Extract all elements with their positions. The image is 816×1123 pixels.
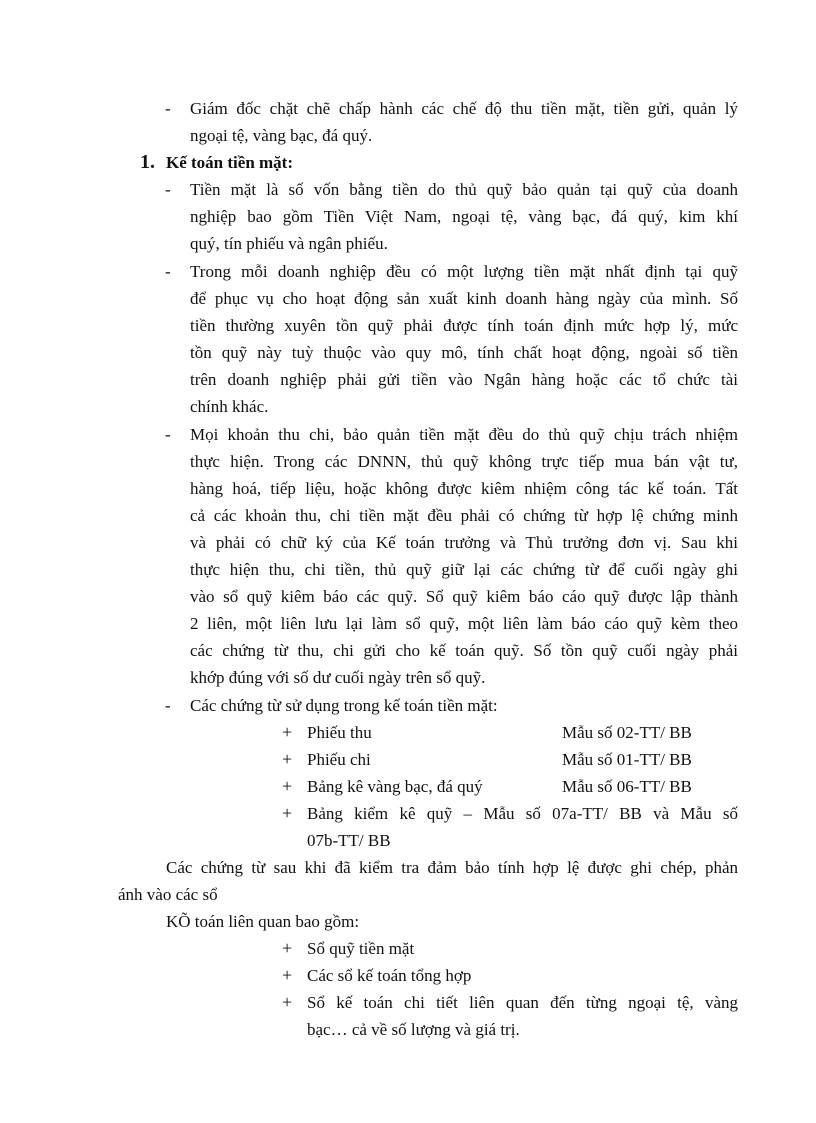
paragraph-line: Bảng kiểm kê quỹ – Mẫu số 07a-TT/ BB và Mẫu số [307, 804, 738, 823]
doc-code: Mẫu số 01-TT/ BB [562, 750, 692, 769]
plus-bullet: + [282, 722, 293, 742]
paragraph-line: KÕ toán liên quan bao gồm: [166, 912, 360, 931]
paragraph-line: ánh vào các sổ [118, 885, 218, 904]
doc-code: Mẫu số 06-TT/ BB [562, 777, 692, 796]
dash-bullet: - [165, 180, 171, 199]
paragraph-line: Tiền mặt là số vốn bằng tiền do thủ quỹ bảo quản tại quỹ của doanh [190, 180, 738, 199]
paragraph-line: bạc… cả về số lượng và giá trị. [307, 1020, 520, 1039]
paragraph-line: Các chứng từ sau khi đã kiểm tra đảm bảo tính hợp lệ được ghi chép, phản [166, 858, 738, 877]
plus-bullet: + [282, 776, 293, 796]
dash-bullet: - [165, 696, 171, 715]
paragraph-line: quý, tín phiếu và ngân phiếu. [190, 234, 388, 253]
paragraph-line: 07b-TT/ BB [307, 831, 391, 850]
paragraph-line: ngoại tệ, vàng bạc, đá quý. [190, 126, 373, 145]
paragraph-line: tồn quỹ này tuỳ thuộc vào quy mô, tính chất hoạt động, ngoài số tiền [190, 343, 738, 362]
book-item: Sổ quỹ tiền mặt [307, 939, 415, 958]
plus-bullet: + [282, 938, 293, 958]
paragraph-line: vào sổ quỹ kiêm báo các quỹ. Sổ quỹ kiêm báo cáo quỹ được lập thành [190, 587, 738, 606]
paragraph-line: Trong mỗi doanh nghiệp đều có một lượng tiền mặt nhất định tại quỹ [190, 262, 738, 281]
book-item: Các sổ kế toán tổng hợp [307, 966, 472, 985]
plus-bullet: + [282, 749, 293, 769]
dash-bullet: - [165, 262, 171, 281]
dash-bullet: - [165, 99, 171, 118]
doc-name: Phiếu thu [307, 723, 372, 742]
paragraph-line: để phục vụ cho hoạt động sản xuất kinh doanh hàng ngày của mình. Số [190, 289, 738, 308]
paragraph-line: khớp đúng với số dư cuối ngày trên sổ quỹ. [190, 668, 486, 687]
doc-name: Phiếu chi [307, 750, 371, 769]
dash-bullet: - [165, 425, 171, 444]
paragraph-line: 2 liên, một liên lưu lại làm sổ quỹ, một liên làm báo cáo quỹ kèm theo [190, 614, 738, 633]
paragraph-line: hàng hoá, tiếp liệu, hoặc không được kiêm nhiệm công tác kế toán. Tất [190, 479, 738, 498]
paragraph-line: Sổ kế toán chi tiết liên quan đến từng ngoại tệ, vàng [307, 993, 738, 1012]
section-title: Kế toán tiền mặt: [166, 153, 294, 172]
paragraph-line: và phải có chữ ký của Kế toán trưởng và Thủ trưởng đơn vị. Sau khi [190, 533, 738, 552]
plus-bullet: + [282, 803, 293, 823]
paragraph-line: Các chứng từ sử dụng trong kế toán tiền mặt: [190, 696, 498, 715]
paragraph-line: thực hiện. Trong các DNNN, thủ quỹ không trực tiếp mua bán vật tư, [190, 452, 738, 471]
plus-bullet: + [282, 965, 293, 985]
paragraph-line: trên doanh nghiệp phải gửi tiền vào Ngân hàng hoặc các tổ chức tài [190, 370, 738, 389]
paragraph-line: thực hiện thu, chi tiền, thủ quỹ giữ lại các chứng từ để cuối ngày ghi [190, 560, 738, 579]
paragraph-line: Mọi khoản thu chi, bảo quản tiền mặt đều do thủ quỹ chịu trách nhiệm [190, 425, 738, 444]
paragraph-line: cả các khoản thu, chi tiền mặt đều phải có chứng từ hợp lệ chứng minh [190, 506, 738, 525]
doc-name: Bảng kê vàng bạc, đá quý [307, 777, 483, 796]
paragraph-line: Giám đốc chặt chẽ chấp hành các chế độ thu tiền mặt, tiền gửi, quản lý [190, 99, 738, 118]
paragraph-line: nghiệp bao gồm Tiền Việt Nam, ngoại tệ, vàng bạc, đá quý, kim khí [190, 207, 738, 226]
section-number: 1. [140, 151, 155, 173]
doc-code: Mẫu số 02-TT/ BB [562, 723, 692, 742]
paragraph-line: tiền thường xuyên tồn quỹ phải được tính toán định mức hợp lý, mức [190, 316, 738, 335]
paragraph-line: các chứng từ thu, chi gửi cho kế toán quỹ. Số tồn quỹ cuối ngày phải [190, 641, 738, 660]
paragraph-line: chính khác. [190, 397, 269, 416]
plus-bullet: + [282, 992, 293, 1012]
